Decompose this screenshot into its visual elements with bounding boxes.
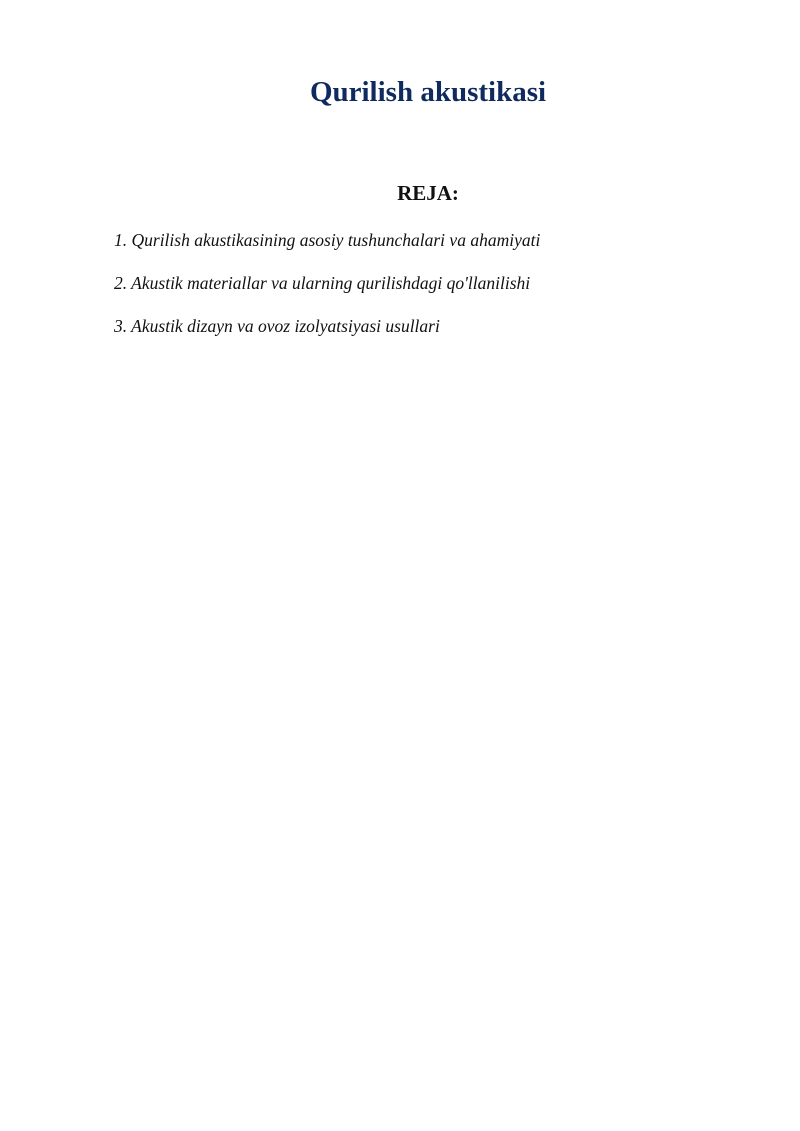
plan-heading: REJA:	[397, 181, 459, 205]
plan-list	[114, 229, 540, 358]
plan-item-3: 3. Akustik dizayn va ovoz izolyatsiyasi usullari	[114, 316, 440, 336]
plan-item-2: 2. Akustik materiallar va ularning qurilishdagi qo'llanilishi	[114, 273, 531, 293]
document-title: Qurilish akustikasi	[309, 76, 547, 108]
plan-item-1: 1. Qurilish akustikasining asosiy tushunchalari va ahamiyati	[114, 230, 541, 250]
